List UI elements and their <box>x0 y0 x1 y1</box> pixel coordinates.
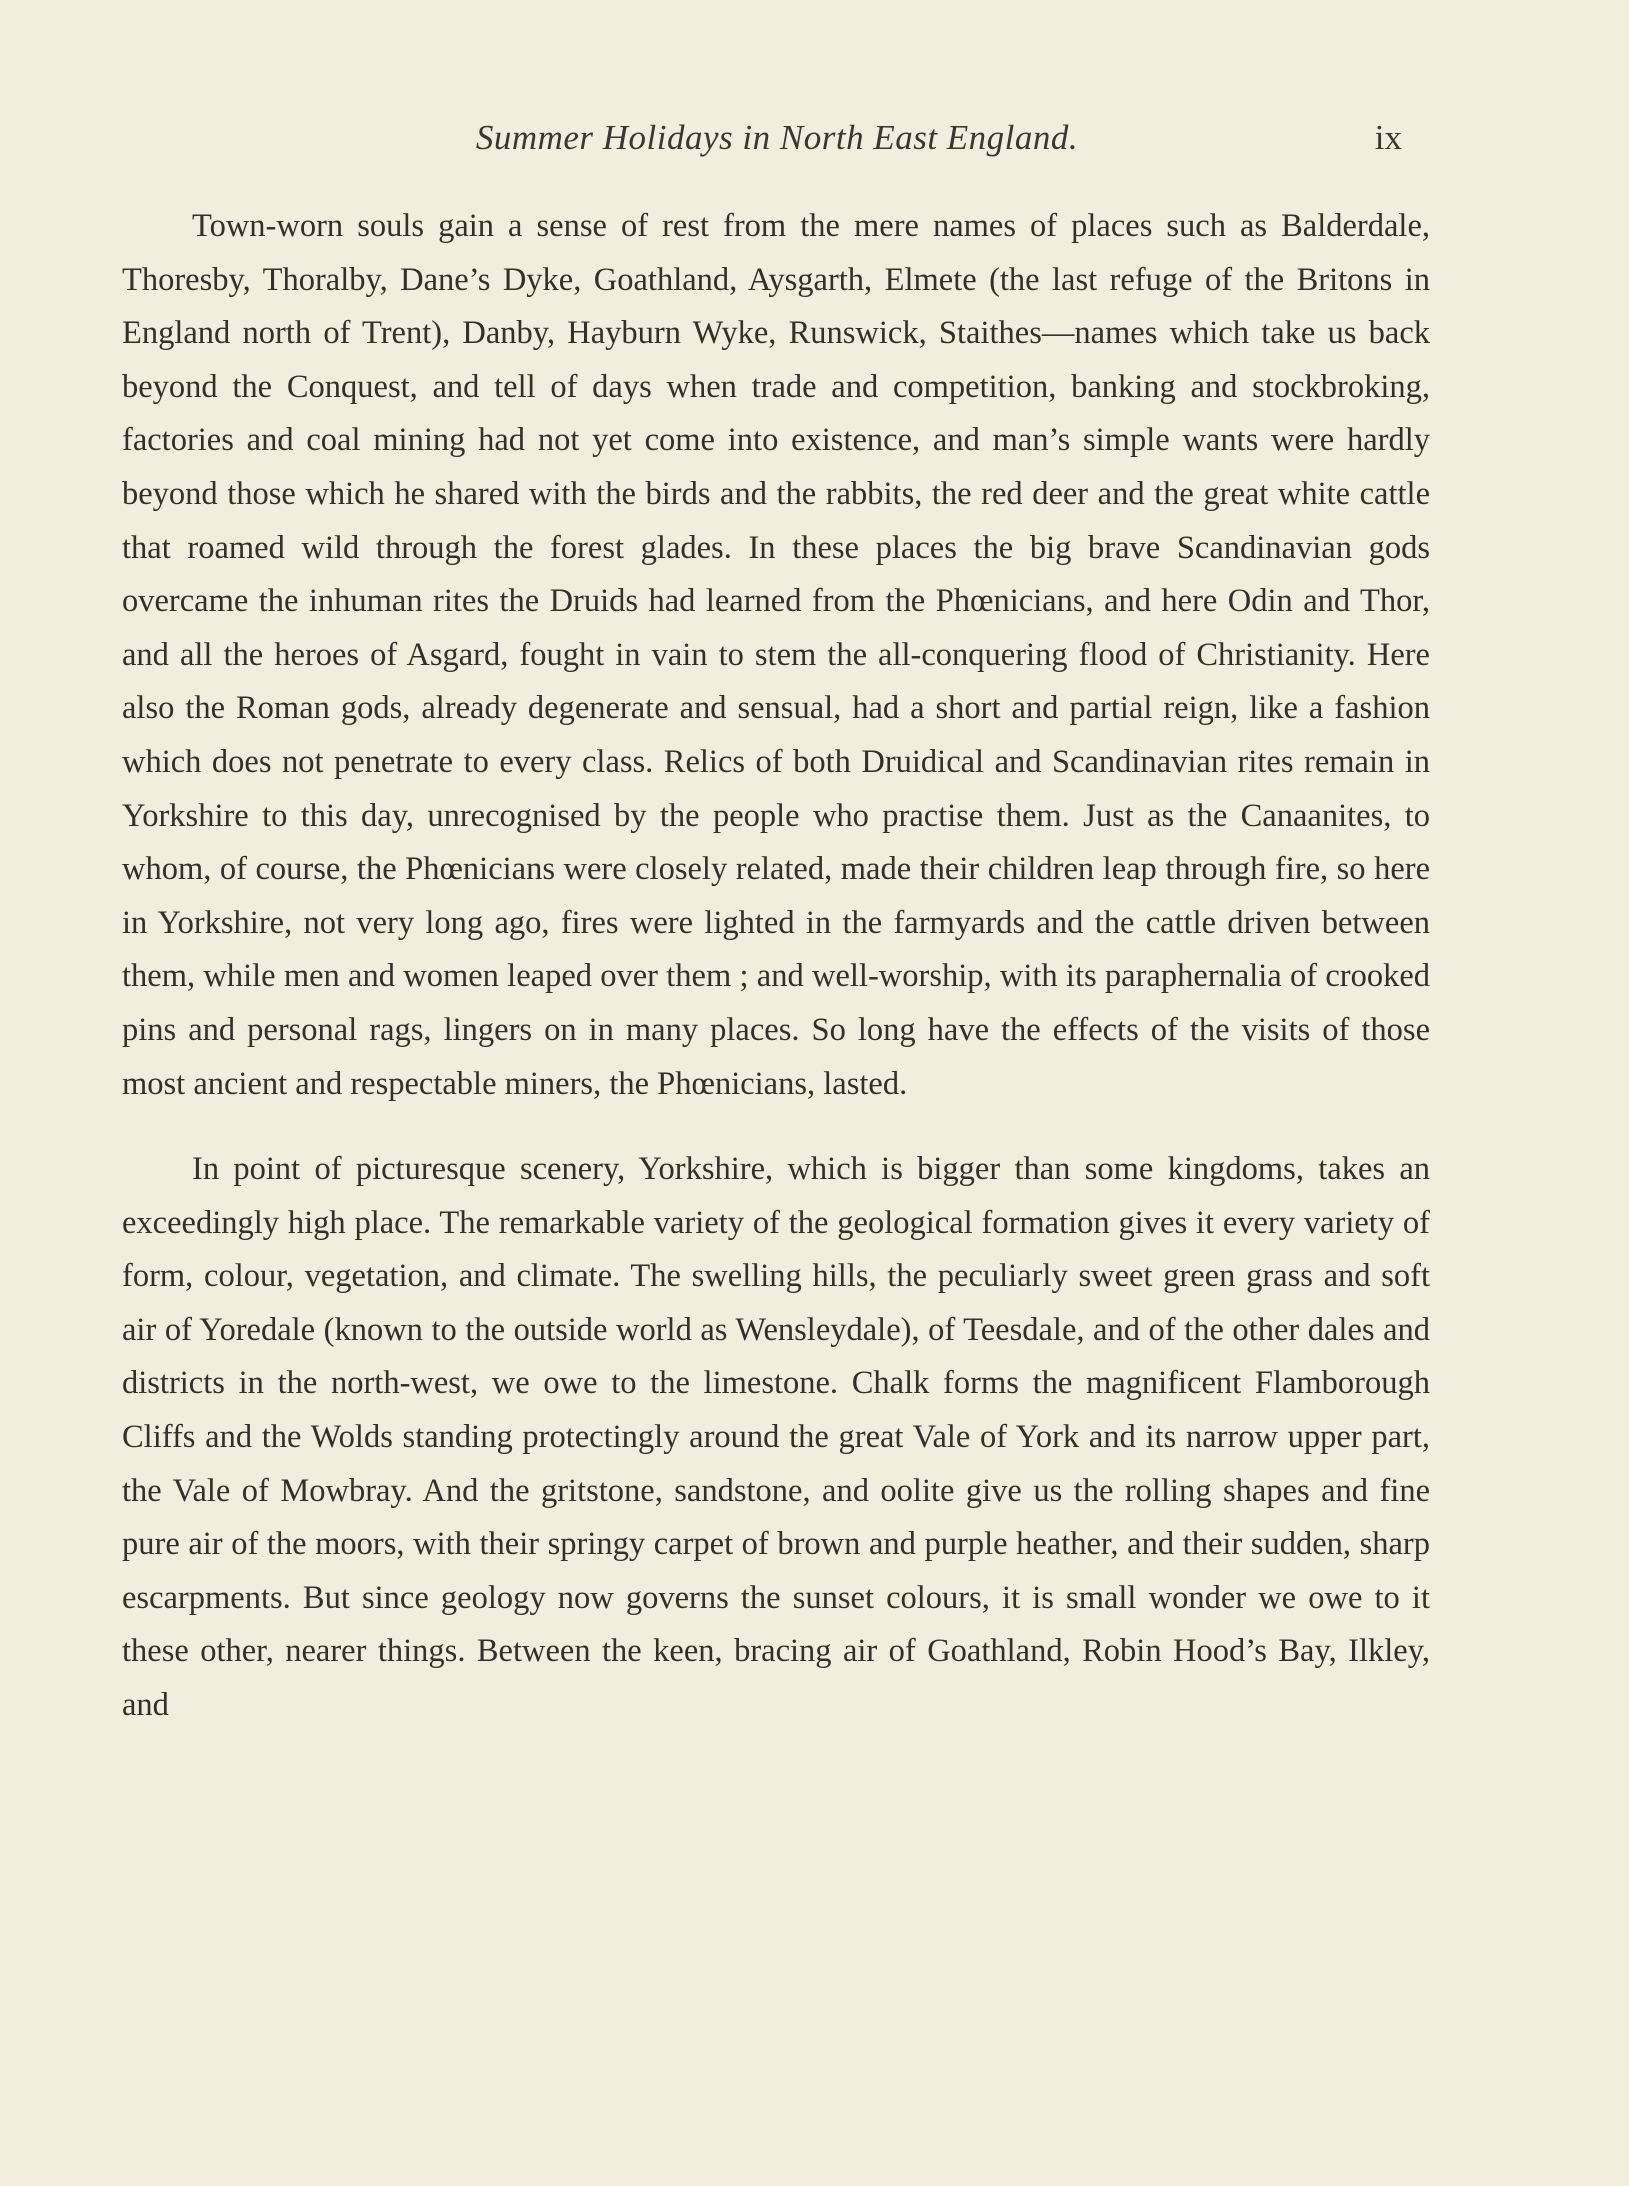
paragraph-1: Town-worn souls gain a sense of rest from the mere names of places such as Balderdale, Thoresby, Thoralby, Dane’s Dyke, Goathland, Aysgarth, Elmete (the last refuge of the Britons in England north of Trent), Danby, Hayburn Wyke, Runswick, Staithes—names which take us back beyond the Conquest, and tell of days when trade and competition, banking and stockbroking, factories and coal mining had not yet come into existence, and man’s simple wants were hardly beyond those which he shared with the birds and the rabbits, the red deer and the great white cattle that roamed wild through the forest glades. In these places the big brave Scandinavian gods overcame the inhuman rites the Druids had learned from the Phœnicians, and here Odin and Thor, and all the heroes of Asgard, fought in vain to stem the all-conquering flood of Christianity. Here also the Roman gods, already degenerate and sensual, had a short and partial reign, like a fashion which does not penetrate to every class. Relics of both Druidical and Scandinavian rites remain in Yorkshire to this day, unrecognised by the people who practise them. Just as the Canaanites, to whom, of course, the Phœnicians were closely related, made their children leap through fire, so here in Yorkshire, not very long ago, fires were lighted in the farmyards and the cattle driven between them, while men and women leaped over them ; and well-worship, with its paraphernalia of crooked pins and personal rags, lingers on in many places. So long have the effects of the visits of those most ancient and respectable miners, the Phœnicians, lasted. <box>122 208 1430 1102</box>
paragraph-2: In point of picturesque scenery, Yorkshire, which is bigger than some kingdoms, takes an exceedingly high place. The remarkable variety of the geological formation gives it every variety of form, colour, vegetation, and climate. The swelling hills, the peculiarly sweet green grass and soft air of Yoredale (known to the outside world as Wensleydale), of Teesdale, and of the other dales and districts in the north-west, we owe to the limestone. Chalk forms the magnificent Flamborough Cliffs and the Wolds standing protectingly around the great Vale of York and its narrow upper part, the Vale of Mowbray. And the gritstone, sandstone, and oolite give us the rolling shapes and fine pure air of the moors, with their springy carpet of brown and purple heather, and their sudden, sharp escarpments. But since geology now governs the sunset colours, it is small wonder we owe to it these other, nearer things. Between the keen, bracing air of Goathland, Robin Hood’s Bay, Ilkley, and <box>122 1151 1430 1724</box>
body-text <box>122 200 1430 1733</box>
running-title: Summer Holidays in North East England. <box>475 118 1079 157</box>
page-number: ix <box>1374 118 1402 157</box>
page-header <box>122 118 1432 168</box>
